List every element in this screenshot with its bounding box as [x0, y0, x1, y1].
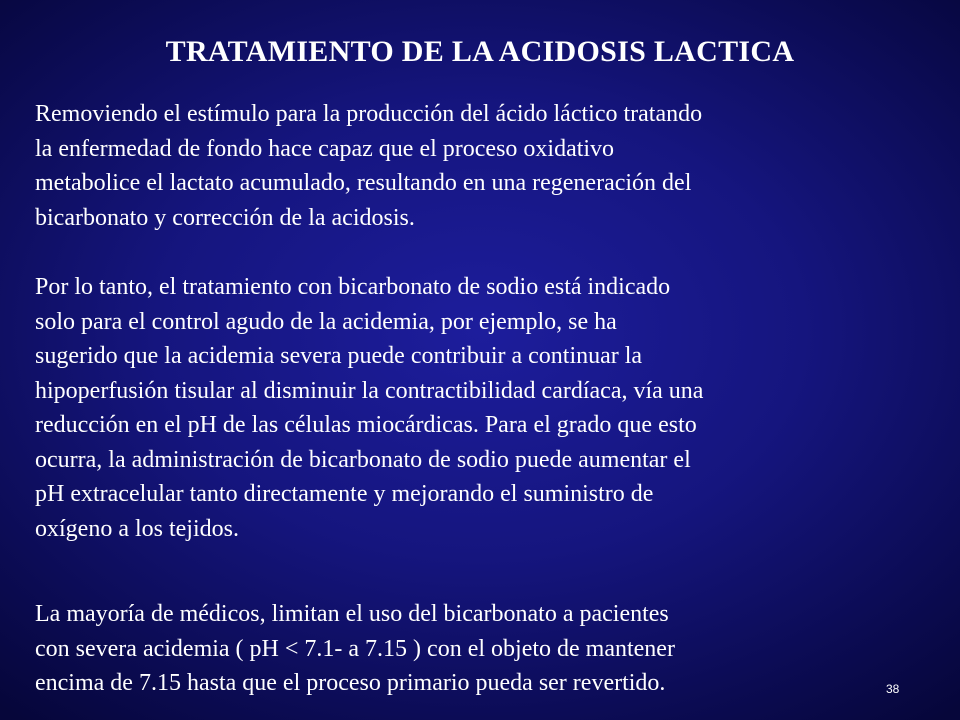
slide-title: TRATAMIENTO DE LA ACIDOSIS LACTICA — [165, 35, 795, 68]
paragraph-line: La mayoría de médicos, limitan el uso del bicarbonato a pacientes — [35, 601, 669, 627]
paragraph-2 — [35, 270, 935, 546]
paragraph-line: la enfermedad de fondo hace capaz que el proceso oxidativo — [35, 135, 615, 162]
paragraph-line: oxígeno a los tejidos. — [35, 515, 239, 542]
paragraph-line: con severa acidemia ( pH < 7.1- a 7.15 ) con el objeto de mantener — [35, 635, 675, 662]
paragraph-line: metabolice el lactato acumulado, resultando en una regeneración del — [35, 170, 692, 196]
paragraph-line: hipoperfusión tisular al disminuir la contractibilidad cardíaca, vía una — [35, 377, 704, 404]
paragraph-1 — [35, 97, 935, 235]
paragraph-line: Removiendo el estímulo para la producción del ácido láctico tratando — [35, 101, 703, 127]
paragraph-line: Por lo tanto, el tratamiento con bicarbonato de sodio está indicado — [35, 274, 671, 300]
paragraph-line: reducción en el pH de las células miocárdicas. Para el grado que esto — [35, 412, 697, 438]
paragraph-line: encima de 7.15 hasta que el proceso primario pueda ser revertido. — [35, 670, 666, 696]
paragraph-3 — [35, 597, 935, 701]
paragraph-line: bicarbonato y corrección de la acidosis. — [35, 204, 415, 231]
paragraph-line: ocurra, la administración de bicarbonato de sodio puede aumentar el — [35, 446, 691, 473]
paragraph-line: sugerido que la acidemia severa puede contribuir a continuar la — [35, 343, 643, 369]
paragraph-line: solo para el control agudo de la acidemia, por ejemplo, se ha — [35, 308, 617, 335]
paragraph-line: pH extracelular tanto directamente y mejorando el suministro de — [35, 481, 654, 507]
page-number: 38 — [886, 682, 900, 696]
